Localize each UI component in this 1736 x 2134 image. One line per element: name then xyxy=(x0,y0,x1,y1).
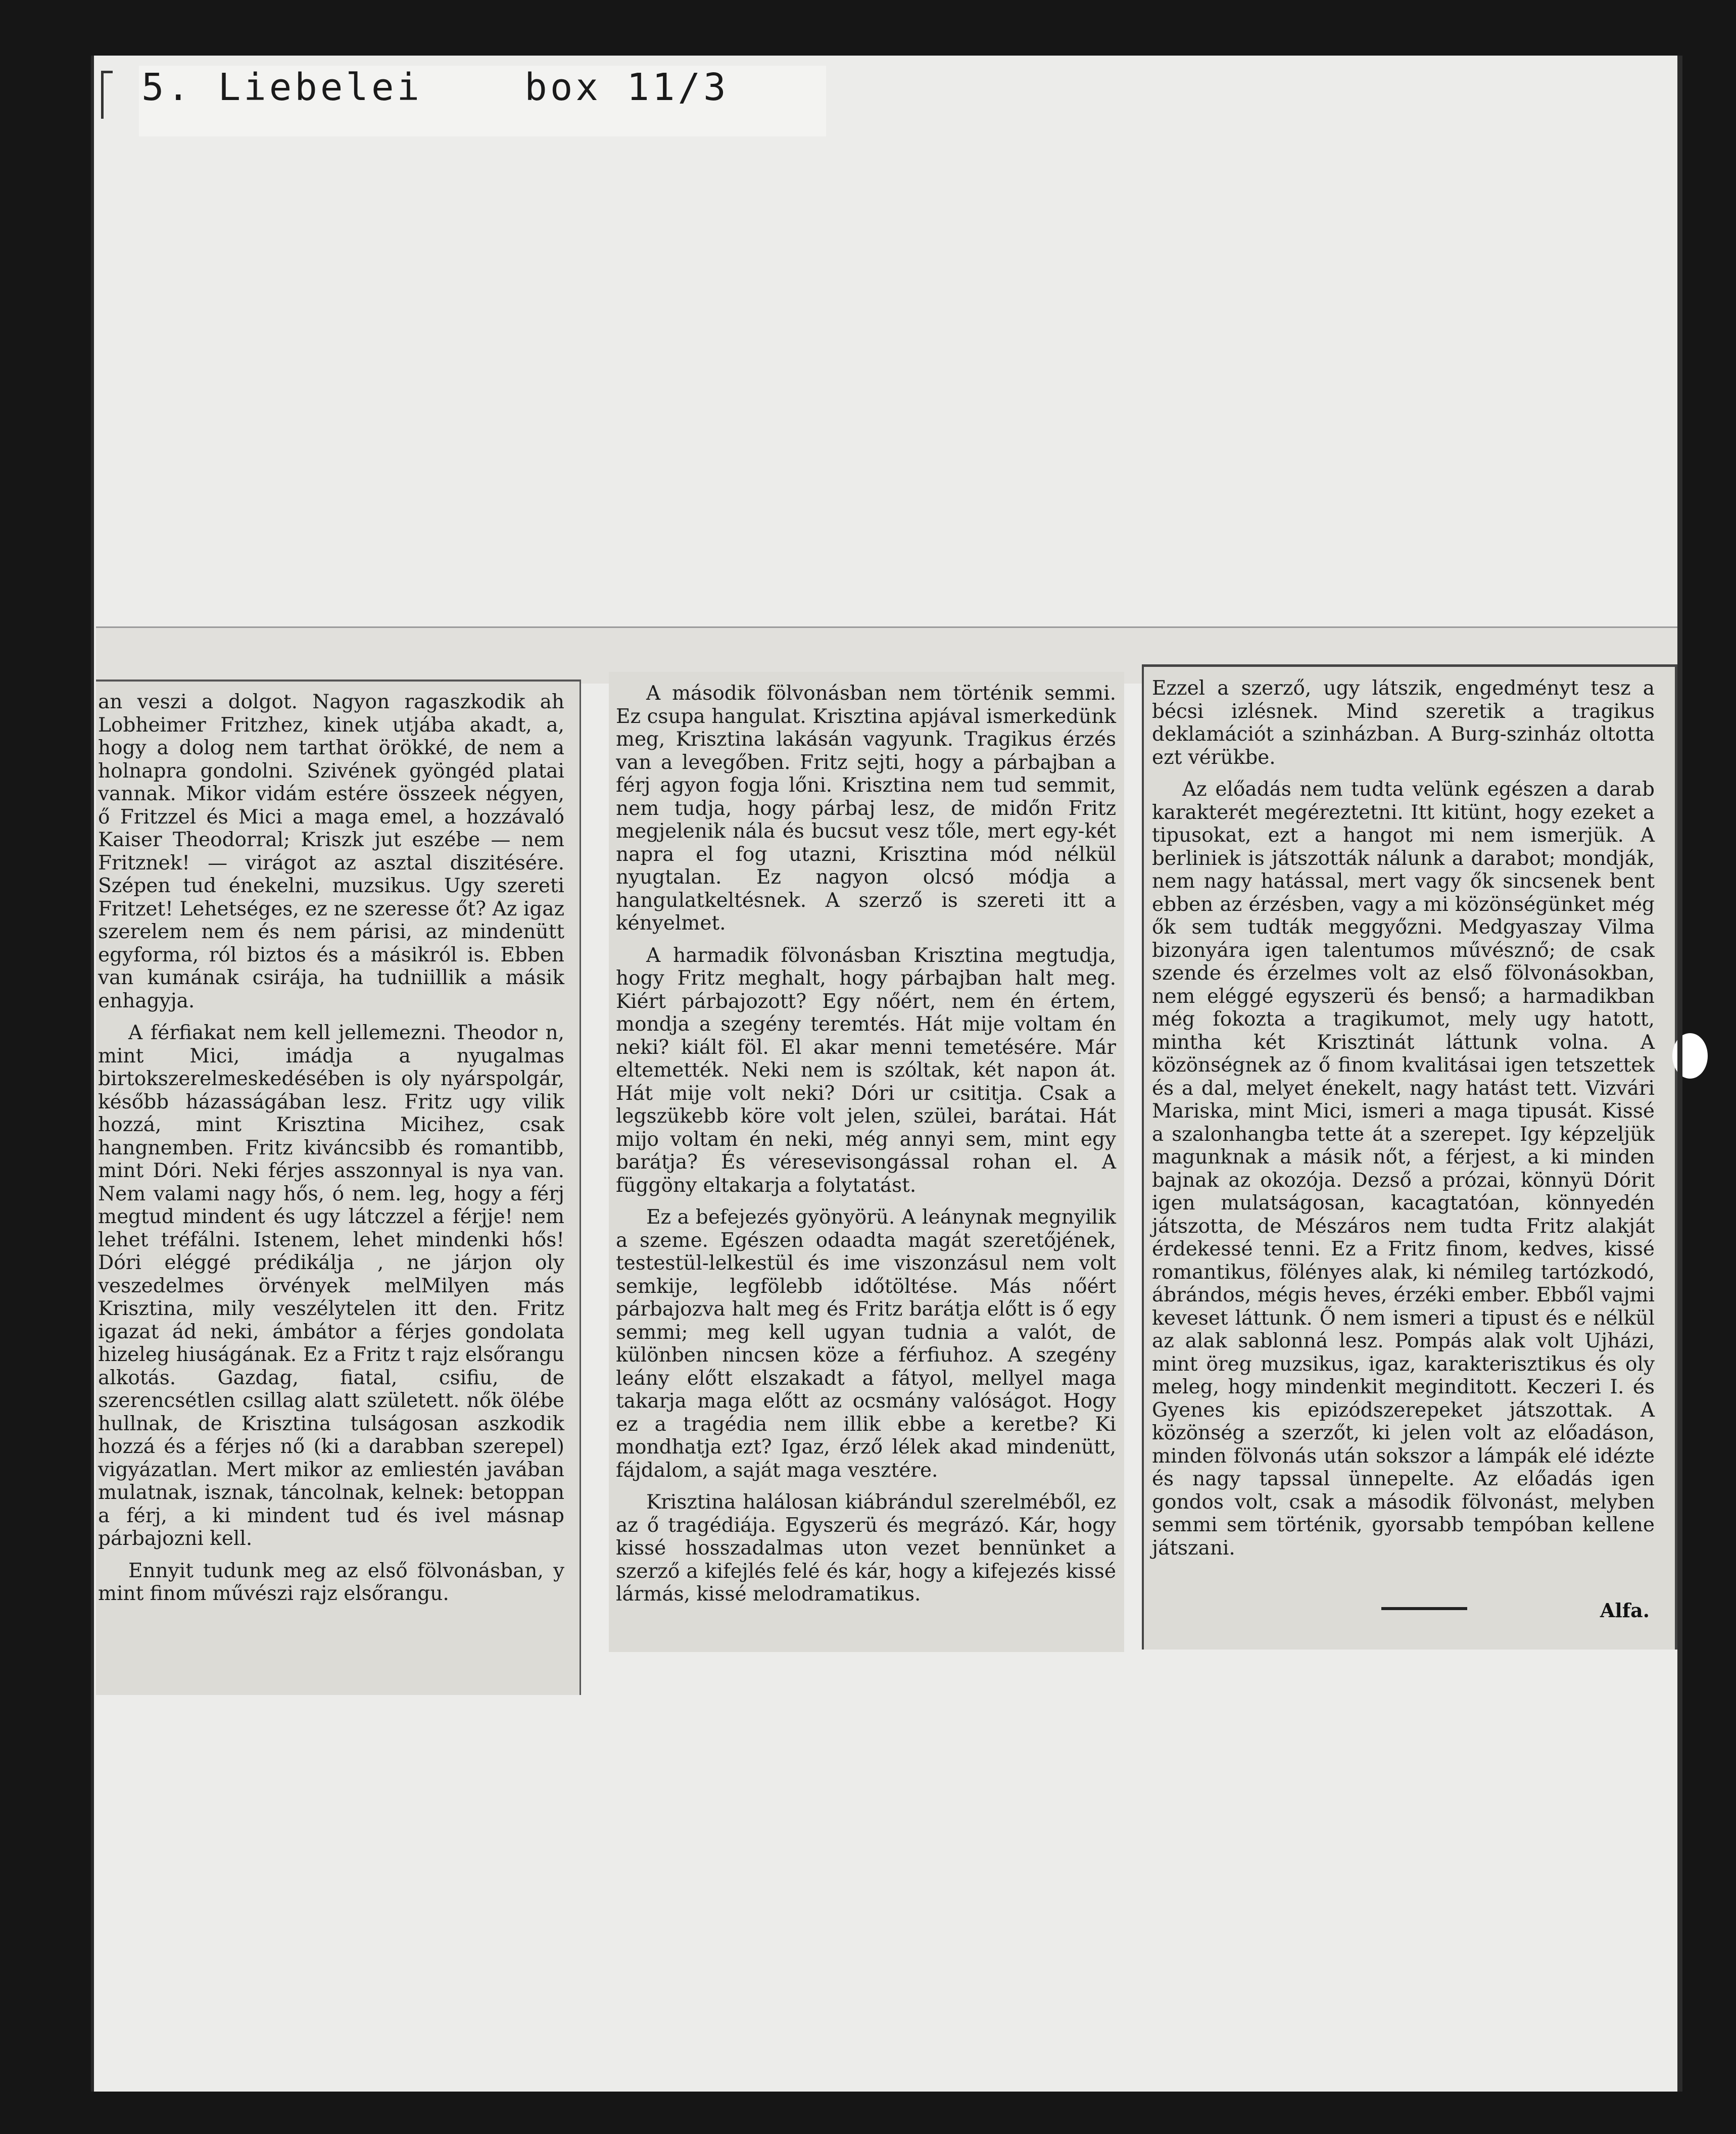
middle-paragraph-2: A harmadik fölvonásban Krisztina megtudja, hogy Fritz meghalt, hogy párbajban halt meg. Kiért párbajozott? Egy nőért, nem én értem, mondja a szegény teremtés. Hát mije voltam én neki? kiált föl. El akar menni temetésére. Már eltemették. Neki nem is szóltak, két napon át. Hát mije volt neki? Dóri ur csititja. Csak a legszükebb köre volt jelen, szülei, barátai. Hát mijo voltam én neki, még annyi sem, mint egy barátja? És véresevisongással rohan el. A függöny eltakarja a folytatást. xyxy=(616,944,1116,1197)
right-paragraph-1: Ezzel a szerző, ugy látszik, engedményt tesz a bécsi izlésnek. Mind szeretik a tragikus deklamációt a szinházban. A Burg-szinház oltotta ezt vérükbe. xyxy=(1152,677,1655,769)
paper-blot xyxy=(1672,1033,1708,1079)
signature-rule xyxy=(1381,1607,1467,1610)
left-paragraph-3: Ennyit tudunk meg az első fölvonásban, y mint finom művészi rajz elsőrangu. xyxy=(98,1559,564,1605)
right-paragraph-2: Az előadás nem tudta velünk egészen a darab karakterét megéreztetni. Itt kitünt, hogy ezeket a tipusokat, ezt a hangot mi nem ismerjük. A berliniek is játszották nálunk a darabot; mondják, nem nagy hatással, mert vagy ők sincsenek bent ebben az érzésben, vagy a mi közönségünket még ők sem tudták meggyőzni. Medgyaszay Vilma bizonyára igen talentumos művésznő; de csak szende és érzelmes volt az első fölvonásokban, nem eléggé egyszerü és benső; a harmadikban még fokozta a tragikumot, mely ugy hatott, mintha két Krisztinát láttunk volna. A közönségnek az ő finom kvalitásai igen tetszettek és a dal, melyet énekelt, nagy hatást tett. Vizvári Mariska, mint Mici, ismeri a maga tipusát. Kissé a szalonhangba tette át a szerepet. Igy képzeljük magunknak a másik nőt, a férjest, a ki minden bajnak az okozója. Dezső a prózai, könnyü Dórit igen mulatságosan, kacagtatóan, könnyedén játszotta, de Mészáros nem tudta Fritz alakját érdekessé tenni. Ez a Fritz finom, kedves, kissé romantikus, fölényes alak, ki némileg tartózkodó, ábrándos, mégis heves, érzéki ember. Ebből vajmi keveset láttunk. Ő nem ismeri a tipust és e nélkül az alak sablonná lesz. Pompás alak volt Ujházi, mint öreg muzsikus, igaz, karakterisztikus és oly meleg, hogy mindenkit meginditott. Keczeri I. és Gyenes kis epizódszerepeket játszottak. A közönség a szerzőt, ki jelen volt az előadáson, minden fölvonás után sokszor a lámpák elé idézte és nagy tapssal ünnepelte. Az előadás igen gondos volt, csak a második fölvonást, melyben semmi sem történik, gyorsabb tempóban kellene játszani. xyxy=(1152,778,1655,1560)
middle-paragraph-1: A második fölvonásban nem történik semmi. Ez csupa hangulat. Krisztina apjával ismerkedünk meg, Krisztina lakásán vagyunk. Tragikus érzés van a levegőben. Fritz sejti, hogy a párbajban a férj agyon fogja lőni. Krisztina nem tud semmit, nem tudja, hogy párbaj lesz, de midőn Fritz megjelenik nála és bucsut vesz tőle, mert egy-két napra el fog utazni, Krisztina mód nélkül nyugtalan. Ez nagyon olcsó módja a hangulatkeltésnek. A szerző is szereti itt a kényelmet. xyxy=(616,682,1116,935)
header-bracket xyxy=(101,71,113,119)
archive-header: 5. Liebelei box 11/3 xyxy=(141,66,729,109)
left-paragraph-2: A férfiakat nem kell jellemezni. Theodor n, mint Mici, imádja a nyugalmas birtokszerelmeskedésében is oly nyárspolgár, később házasságában lesz. Fritz ugy vilik hozzá, mint Krisztina Micihez, csak hangnemben. Fritz kiváncsibb és romantibb, mint Dóri. Neki férjes asszonnyal is nya van. Nem valami nagy hős, ó nem. leg, hogy a férj megtud mindent és ugy látczzel a férjje! nem lehet tréfálni. Istenem, lehet mindenki hős! Dóri eléggé prédikálja , ne járjon oly veszedelmes örvények melMilyen más Krisztina, mily veszélytelen itt den. Fritz igazat ád neki, ámbátor a férjes gondolata hizeleg hiuságának. Ez a Fritz t rajz elsőrangu alkotás. Gazdag, fiatal, csifiu, de szerencsétlen csillag alatt született. nők ölébe hullnak, de Krisztina tulságosan aszkodik hozzá és a férjes nő (ki a darabban szerepel) vigyázatlan. Mert mikor az emliestén javában mulatnak, isznak, táncolnak, kelnek: betoppan a férj, a ki mindent tud és ivel másnap párbajozni kell. xyxy=(98,1022,564,1550)
middle-paragraph-4: Krisztina halálosan kiábrándul szerelméből, ez az ő tragédiája. Egyszerü és megrázó. Kár, hogy kissé hosszadalmas uton vezet bennünket a szerző a kifejlés felé és kár, hogy a kifejezés kissé lármás, kissé melodramatikus. xyxy=(616,1491,1116,1606)
clipping-column-middle xyxy=(609,672,1124,1652)
left-paragraph-1: an veszi a dolgot. Nagyon ragaszkodik ah Lobheimer Fritzhez, kinek utjába akadt, a, hogy a dolog nem tarthat örökké, de nem a holnapra gondolni. Szivének gyöngéd platai vannak. Mikor vidám estére összeek négyen, ő Fritzzel és Mici a maga emel, a hozzávaló Kaiser Theodorral; Kriszk jut eszébe — nem Fritznek! — virágot az asztal diszitésére. Szépen tud énekelni, muzsikus. Ugy szereti Fritzet! Lehetséges, ez ne szeresse őt? Az igaz szerelem nem és nem párisi, az mindenütt egyforma, ról biztos és a másikról is. Ebben van kumának csirája, ha tudniillik a másik enhagyja. xyxy=(98,691,564,1012)
clipping-column-right xyxy=(1142,664,1677,1650)
middle-paragraph-3: Ez a befejezés gyönyörü. A leánynak megnyilik a szeme. Egészen odaadta magát szeretőjének, testestül-lelkestül és ime viszonzásul nem volt semkije, legfölebb időtöltése. Más nőért párbajozva halt meg és Fritz barátja előtt is ő egy semmi; meg kell ugyan tudnia a valót, de különben nincsen köze a férfiuhoz. A szegény leány előtt elszakadt a fátyol, mellyel maga takarja maga előtt az ocsmány valóságot. Hogy ez a tragédia nem illik ebbe a keretbe? Ki mondhatja ezt? Igaz, érző lélek akad mindenütt, fájdalom, a saját maga vesztére. xyxy=(616,1206,1116,1482)
clipping-column-left xyxy=(96,680,581,1695)
author-signature: Alfa. xyxy=(1600,1598,1650,1622)
